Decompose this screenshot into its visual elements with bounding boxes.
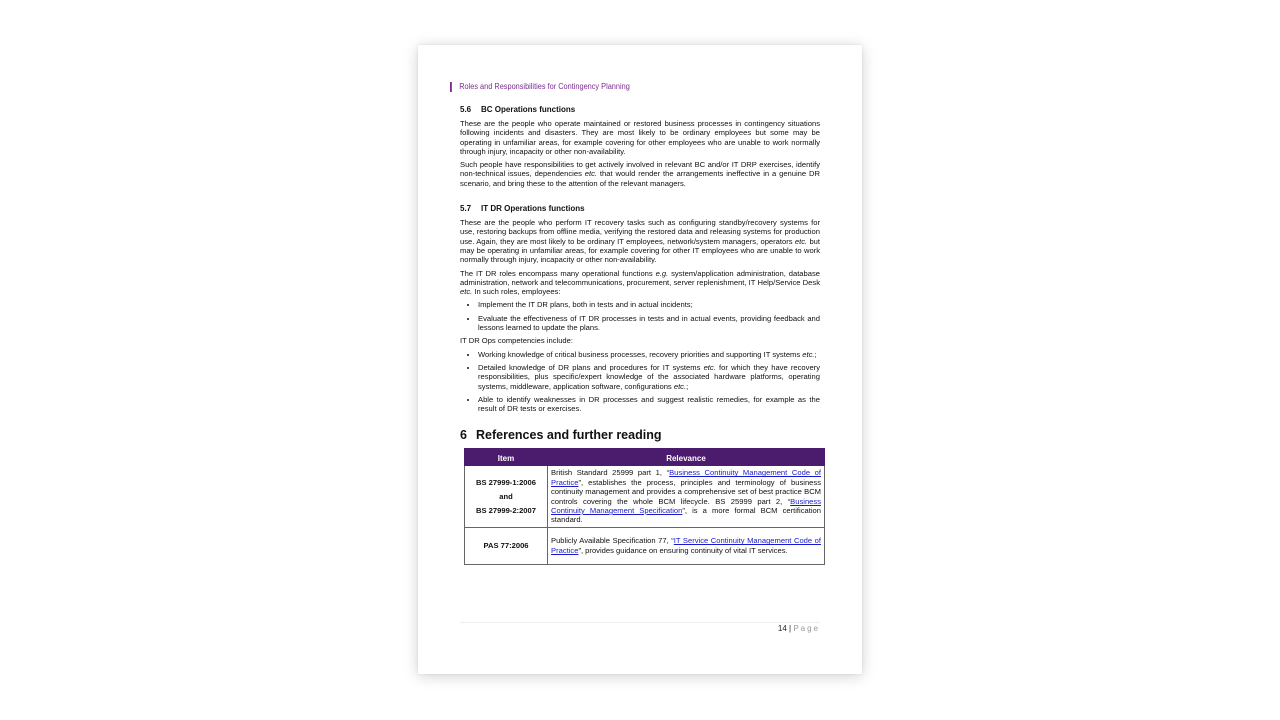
list-item: • Able to identify weaknesses in DR processes and suggest realistic remedies, for example as the result of DR tests or exercises. (478, 395, 820, 414)
table-row (465, 527, 825, 564)
relevance-cell: British Standard 25999 part 1, “Business Continuity Management Code of Practice”, establishes the process, principles and terminology of business continuity management and provides a comprehensive set of best practice BCM controls covering the whole BCM lifecycle. BS 25999 part 2, “Business Continuity Management Specification”, is a more formal BCM certification standard. (548, 466, 825, 527)
bs25999-part2-link[interactable]: Business Continuity Management Specification (551, 496, 821, 516)
section-6-heading (460, 427, 820, 443)
bs25999-part1-link[interactable]: Business Continuity Management Code of Practice (551, 468, 821, 487)
section-5-7-heading (460, 204, 820, 214)
pas77-link[interactable]: IT Service Continuity Management Code of Practice (551, 536, 821, 555)
competencies-list (460, 350, 820, 414)
column-header-relevance: Relevance (548, 449, 825, 466)
relevance-cell: Publicly Available Specification 77, “IT Service Continuity Management Code of Practice”, provides guidance on ensuring continuity of vital IT services. (548, 527, 825, 564)
running-header: Roles and Responsibilities for Contingency Planning (450, 82, 630, 92)
item-cell: BS 27999-1:2006 and BS 27999-2:2007 (465, 466, 548, 527)
table-row (465, 466, 825, 527)
document-page (418, 45, 862, 674)
page-footer: 14 | Page (777, 624, 820, 633)
s56-paragraph-2: Such people have responsibilities to get actively involved in relevant BC and/or IT DRP exercises, identify non-technical issues, dependencies etc. that would render the arrangements ineffective in a genuine DR scenario, and bring these to the attention of the relevant managers. (460, 160, 820, 188)
page-number: 14 (777, 624, 787, 633)
footer-divider (460, 622, 820, 623)
list-item: • Evaluate the effectiveness of IT DR processes in tests and in actual events, providing feedback and lessons learned to update the plans. (478, 314, 820, 333)
section-title: IT DR Operations functions (481, 204, 585, 214)
section-number: 5.6 (460, 105, 472, 114)
s56-paragraph-1: These are the people who operate maintained or restored business processes in contingency situations following incidents and disasters. They are most likely to be ordinary employees but some may be operating in unfamiliar areas, for example covering for other employees who are unable to work normally through injury, incapacity or other non-availability. (460, 119, 820, 156)
item-cell: PAS 77:2006 (465, 527, 548, 564)
s57-paragraph-1: These are the people who perform IT recovery tasks such as configuring standby/recovery systems for use, restoring backups from offline media, verifying the restored data and releasing systems for production use. Again, they are most likely to be ordinary IT employees, network/system managers, operators etc. but may be operating in unfamiliar areas, for example covering for other IT employees who are unable to work normally through injury, incapacity or other non-availability. (460, 218, 820, 265)
section-number: 5.7 (460, 204, 472, 214)
employee-duties-list (460, 300, 820, 332)
section-title: BC Operations functions (481, 105, 576, 114)
table-header-row (465, 449, 825, 466)
s57-paragraph-2: The IT DR roles encompass many operational functions e.g. system/application administration, database administration, network and telecommunications, procurement, server replenishment, IT Help/Service Desk etc. In such roles, employees: (460, 268, 820, 297)
column-header-item: Item (465, 449, 548, 466)
list-item: • Detailed knowledge of DR plans and procedures for IT systems etc. for which they have recovery responsibilities, plus specific/expert knowledge of the associated hardware platforms, operating systems, middleware, application software, configurations etc.; (478, 363, 820, 391)
references-table (464, 448, 825, 564)
section-5-6-heading (460, 105, 820, 115)
page-word: Page (793, 624, 820, 633)
list-item: • Implement the IT DR plans, both in tests and in actual incidents; (478, 300, 820, 309)
list-item: • Working knowledge of critical business processes, recovery priorities and supporting IT systems etc.; (478, 350, 820, 359)
competencies-intro: IT DR Ops competencies include: (460, 336, 573, 346)
section-number: 6 (460, 428, 467, 443)
page-content (460, 105, 820, 565)
section-title: References and further reading (476, 428, 662, 443)
